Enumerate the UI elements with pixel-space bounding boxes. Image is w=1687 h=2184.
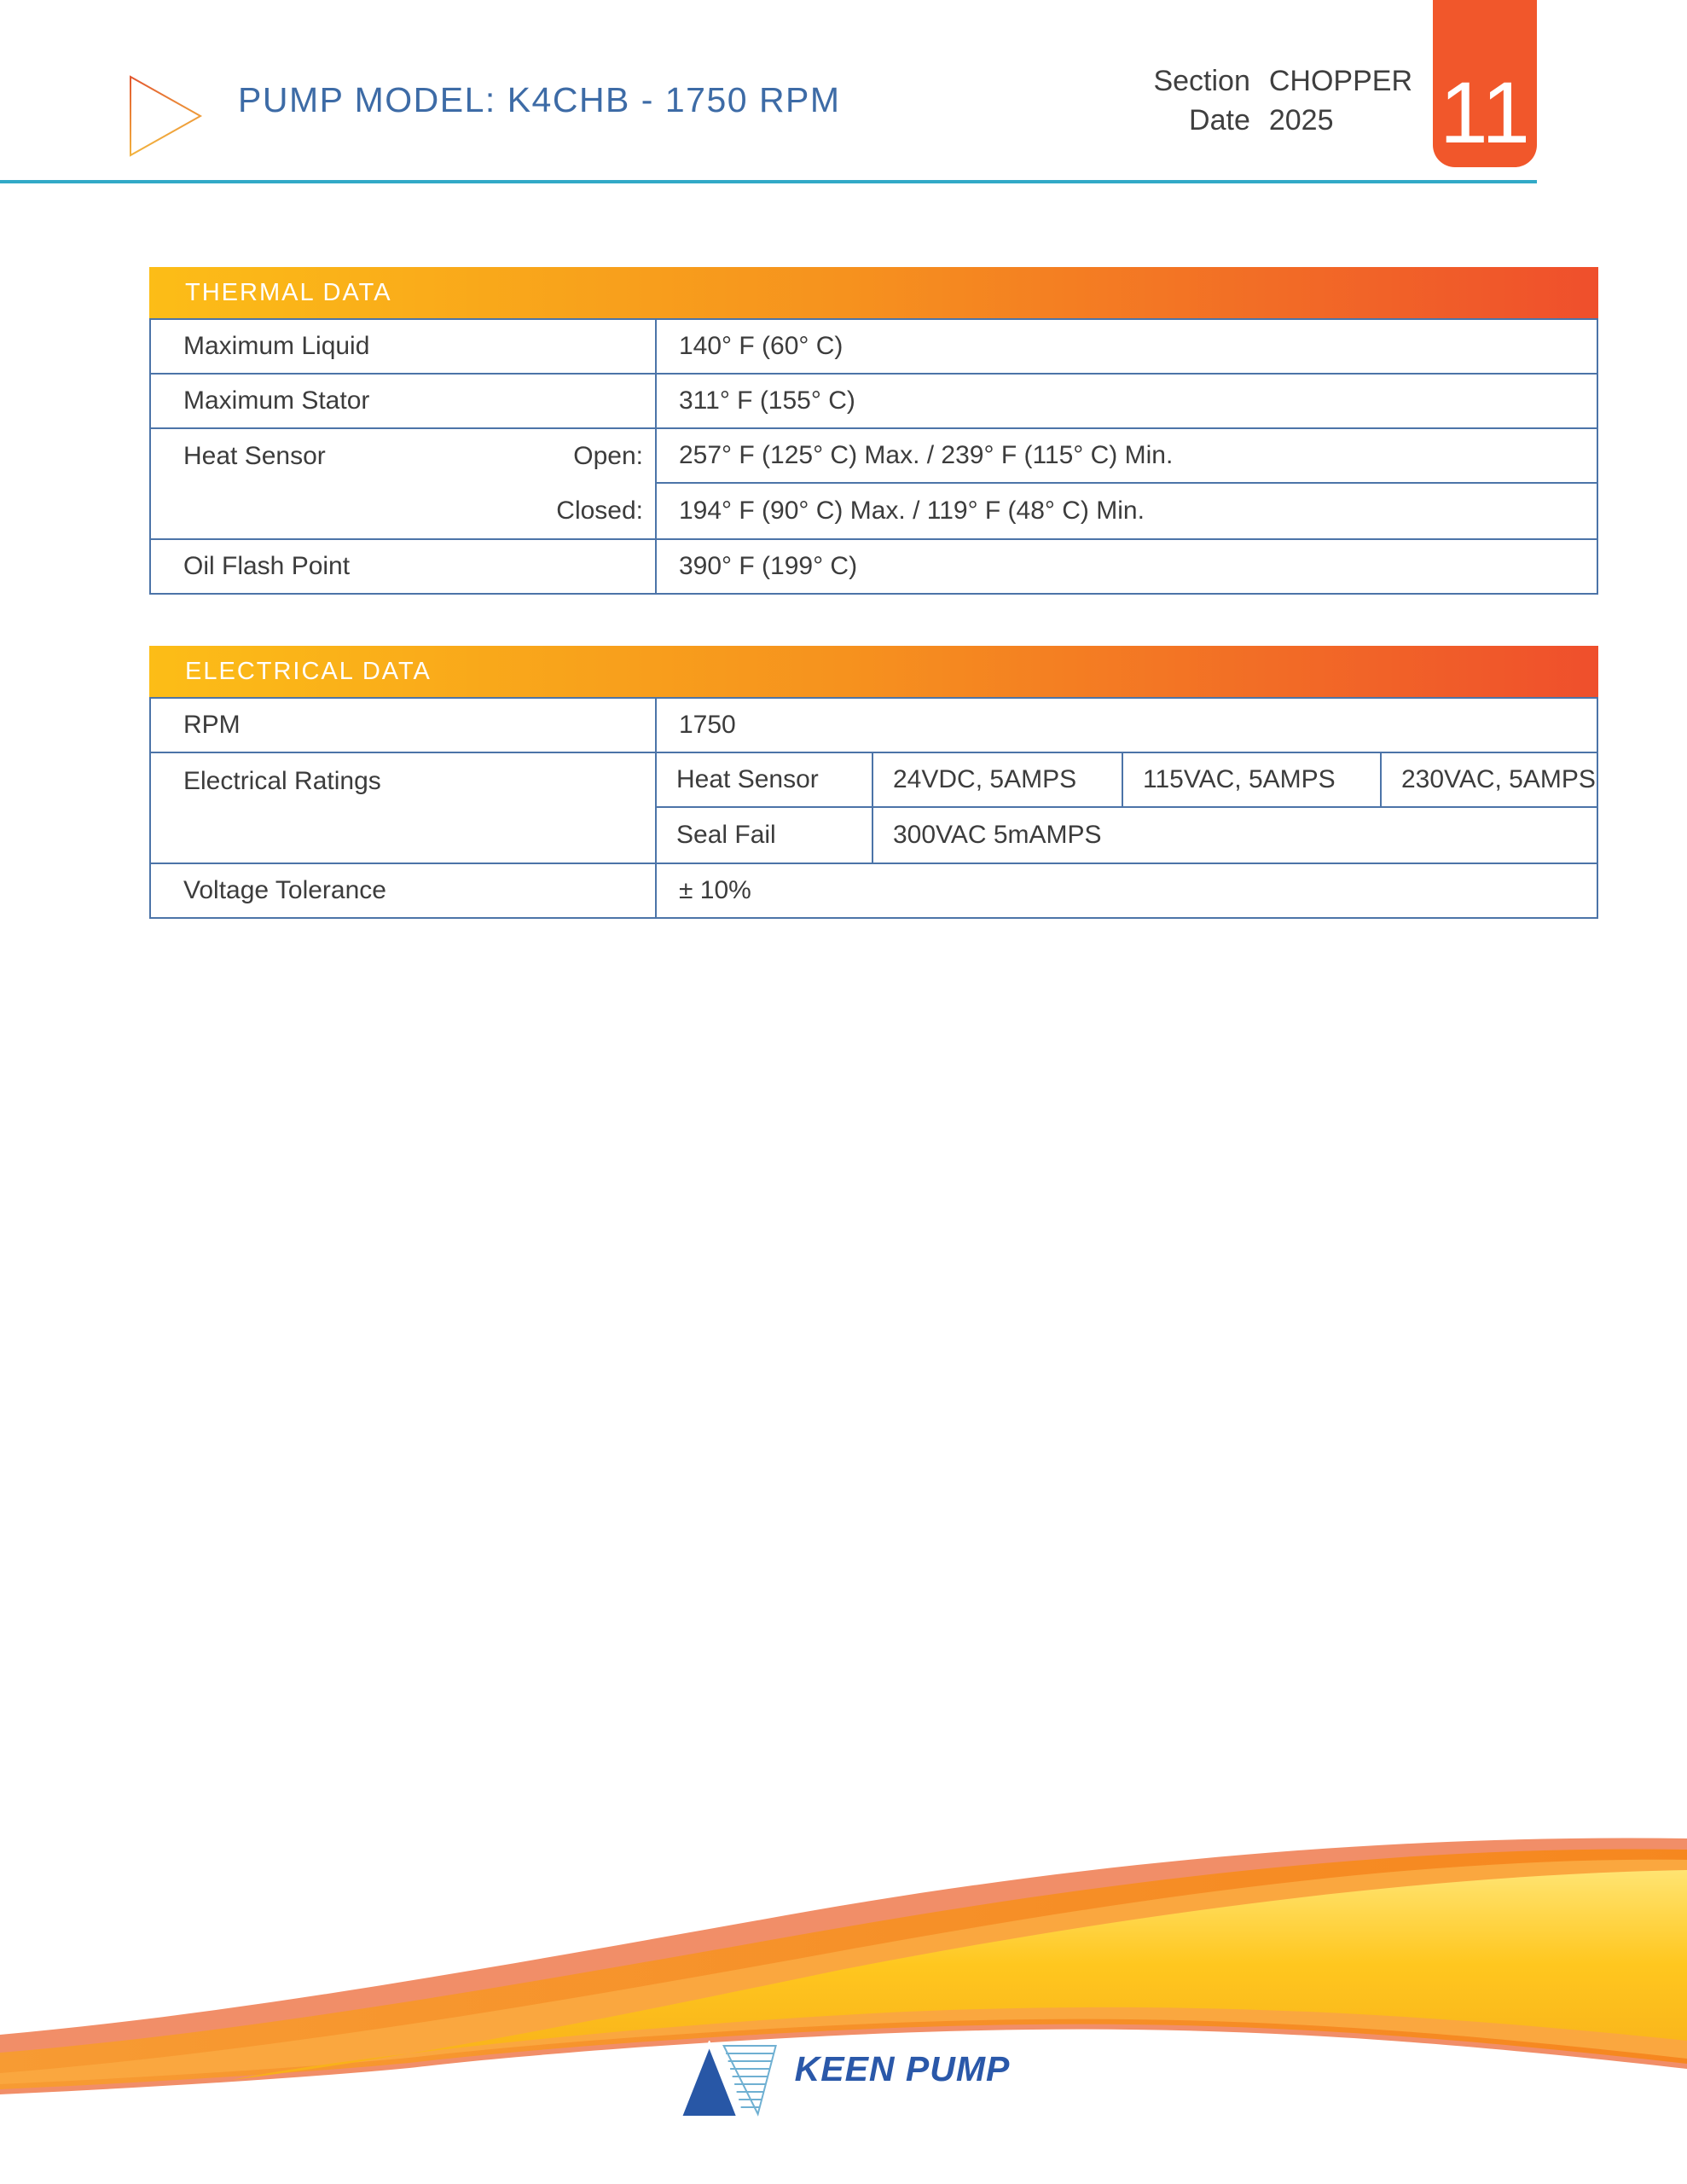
section-value: CHOPPER (1268, 65, 1412, 97)
electrical-table-header: ELECTRICAL DATA (149, 646, 1598, 697)
heat-sensor-label-cell (151, 429, 655, 538)
rating-value: 230VAC, 5AMPS (1380, 753, 1597, 808)
open-sublabel: Open: (573, 442, 643, 470)
table-row (151, 318, 1597, 373)
header-meta (1153, 65, 1412, 136)
date-label: Date (1189, 104, 1250, 136)
row-label: Oil Flash Point (183, 552, 351, 580)
heat-sensor-row (151, 427, 1597, 538)
keen-pump-logo-icon (677, 2041, 781, 2119)
header-triangle-icon (130, 75, 203, 157)
table-row (151, 863, 1597, 917)
electrical-ratings-row (151, 752, 1597, 863)
table-row (151, 697, 1597, 752)
content-area (149, 267, 1598, 919)
keen-pump-logo (677, 2041, 1011, 2119)
heat-sensor-sublabel: Heat Sensor (655, 753, 872, 808)
row-value: ± 10% (655, 864, 1597, 917)
seal-fail-value: 300VAC 5mAMPS (872, 808, 1597, 863)
seal-fail-sublabel: Seal Fail (655, 808, 872, 863)
section-label: Section (1153, 65, 1250, 97)
row-label: Heat Sensor (183, 442, 326, 470)
table-row (151, 373, 1597, 427)
row-label: Voltage Tolerance (183, 876, 386, 904)
row-label: Electrical Ratings (183, 767, 381, 795)
electrical-table-body (149, 697, 1598, 919)
row-value: 390° F (199° C) (655, 540, 1597, 593)
table-row (151, 538, 1597, 593)
thermal-table-body (149, 318, 1598, 595)
row-value: 311° F (155° C) (655, 375, 1597, 427)
open-value: 257° F (125° C) Max. / 239° F (115° C) Min. (655, 429, 1597, 484)
header-rule (0, 180, 1537, 183)
row-label: RPM (183, 711, 241, 739)
rating-value: 24VDC, 5AMPS (872, 753, 1122, 808)
row-value: 140° F (60° C) (655, 320, 1597, 373)
keen-pump-logo-text: KEEN PUMP (794, 2048, 1011, 2088)
row-value: 1750 (655, 699, 1597, 752)
electrical-data-table (149, 646, 1598, 919)
page-number-badge: 11 (1433, 0, 1537, 167)
closed-value: 194° F (90° C) Max. / 119° F (48° C) Min. (655, 484, 1597, 538)
closed-sublabel: Closed: (556, 497, 643, 525)
row-label: Maximum Stator (183, 386, 370, 415)
page-title: PUMP MODEL: K4CHB - 1750 RPM (238, 80, 841, 119)
thermal-table-header: THERMAL DATA (149, 267, 1598, 318)
rating-value: 115VAC, 5AMPS (1122, 753, 1380, 808)
row-label: Maximum Liquid (183, 332, 370, 360)
thermal-data-table (149, 267, 1598, 595)
date-value: 2025 (1268, 104, 1334, 136)
